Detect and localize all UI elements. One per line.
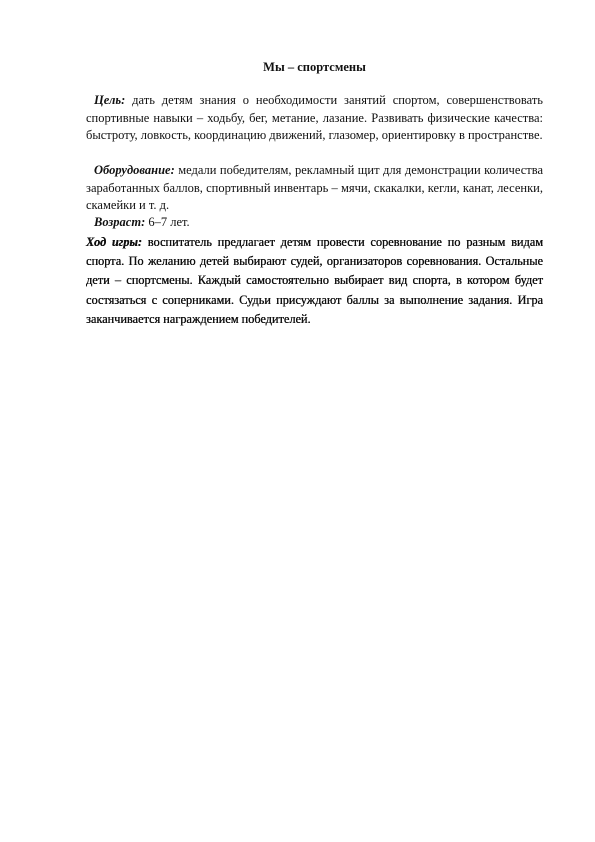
age-paragraph <box>86 214 543 232</box>
game-course-text: воспитатель предлагает детям провести соревнование по разным видам спорта. По желанию детей выбирают судей, организаторов соревнования. Остальные дети – спортсмены. Каждый самостоятельно выбирает вид спорта, в котором будет состязаться с соперниками. Судьи присуждают баллы за выполнение задания. Игра заканчивается награждением победителей. <box>86 235 543 326</box>
equipment-paragraph <box>86 162 543 215</box>
age-label: Возраст: <box>94 215 146 229</box>
goal-label: Цель: <box>94 93 126 107</box>
equipment-text: медали победителям, рекламный щит для демонстрации количества заработанных баллов, спортивный инвентарь – мячи, скакалки, кегли, канат, лесенки, скамейки и т. д. <box>86 163 543 213</box>
goal-text: дать детям знания о необходимости занятий спортом, совершенствовать спортивные навыки – ходьбу, бег, метание, лазание. Развивать физические качества: быстроту, ловкость, координацию движений, глазомер, ориентировку в пространстве. <box>86 93 543 143</box>
game-course-paragraph <box>86 233 543 329</box>
game-course-label: Ход игры: <box>86 235 142 249</box>
age-text: 6–7 лет. <box>145 215 190 229</box>
goal-paragraph <box>86 92 543 145</box>
document-title: Мы – спортсмены <box>263 60 366 74</box>
equipment-label: Оборудование: <box>94 163 175 177</box>
